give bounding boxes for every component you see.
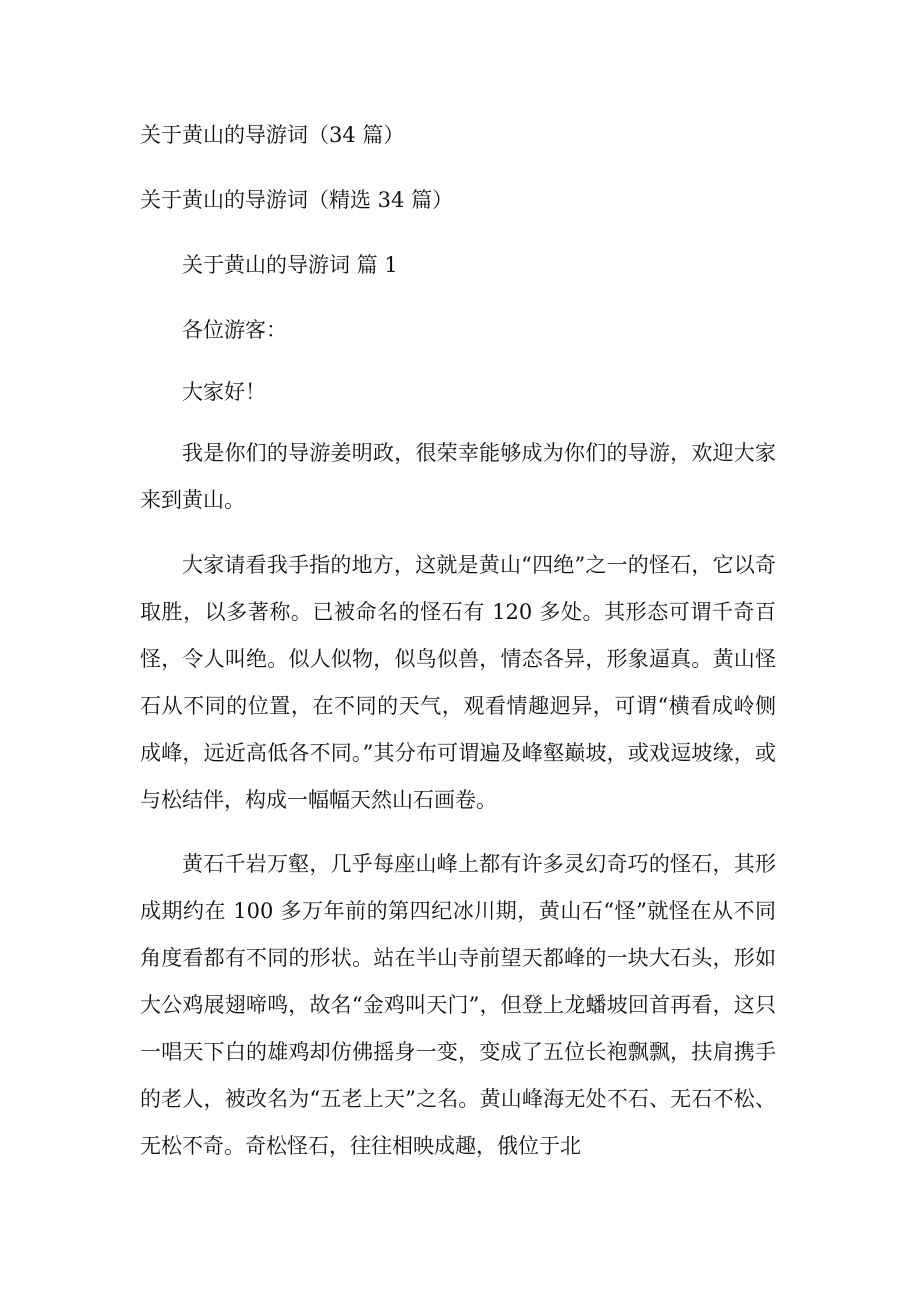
greeting-line: 各位游客：	[182, 318, 287, 342]
paragraph-intro: 我是你们的导游姜明政，很荣幸能够成为你们的导游，欢迎大家来到黄山。	[140, 441, 776, 512]
paragraph-strange-rocks: 大家请看我手指的地方，这就是黄山“四绝”之一的怪石，它以奇取胜，以多著称。已被命名的怪石有 120 多处。其形态可谓千奇百怪，令人叫绝。似人似物，似鸟似兽，情态各异，形象逼真。黄山怪石从不同的位置，在不同的天气，观看情趣迥异，可谓“横看成岭侧成峰，远近高低各不同。”其分布可谓遍及峰壑巅坡，或戏逗坡缘，或与松结伴，构成一幅幅天然山石画卷。	[140, 553, 776, 812]
document-title: 关于黄山的导游词（34 篇）	[140, 123, 405, 147]
hello-line: 大家好！	[182, 380, 266, 404]
section-heading: 关于黄山的导游词 篇 1	[182, 253, 398, 277]
paragraph-rock-formation: 黄石千岩万壑，几乎每座山峰上都有许多灵幻奇巧的怪石，其形成期约在 100 多万年前的第四纪冰川期，黄山石“怪”就怪在从不同角度看都有不同的形状。站在半山寺前望天都峰的一块大石头，形如大公鸡展翅啼鸣，故名“金鸡叫天门”，但登上龙蟠坡回首再看，这只一唱天下白的雄鸡却仿佛摇身一变，变成了五位长袍飘飘，扶肩携手的老人，被改名为“五老上天”之名。黄山峰海无处不石、无石不松、无松不奇。奇松怪石，往往相映成趣，俄位于北	[140, 852, 776, 1158]
document-subtitle: 关于黄山的导游词（精选 34 篇）	[140, 188, 454, 212]
